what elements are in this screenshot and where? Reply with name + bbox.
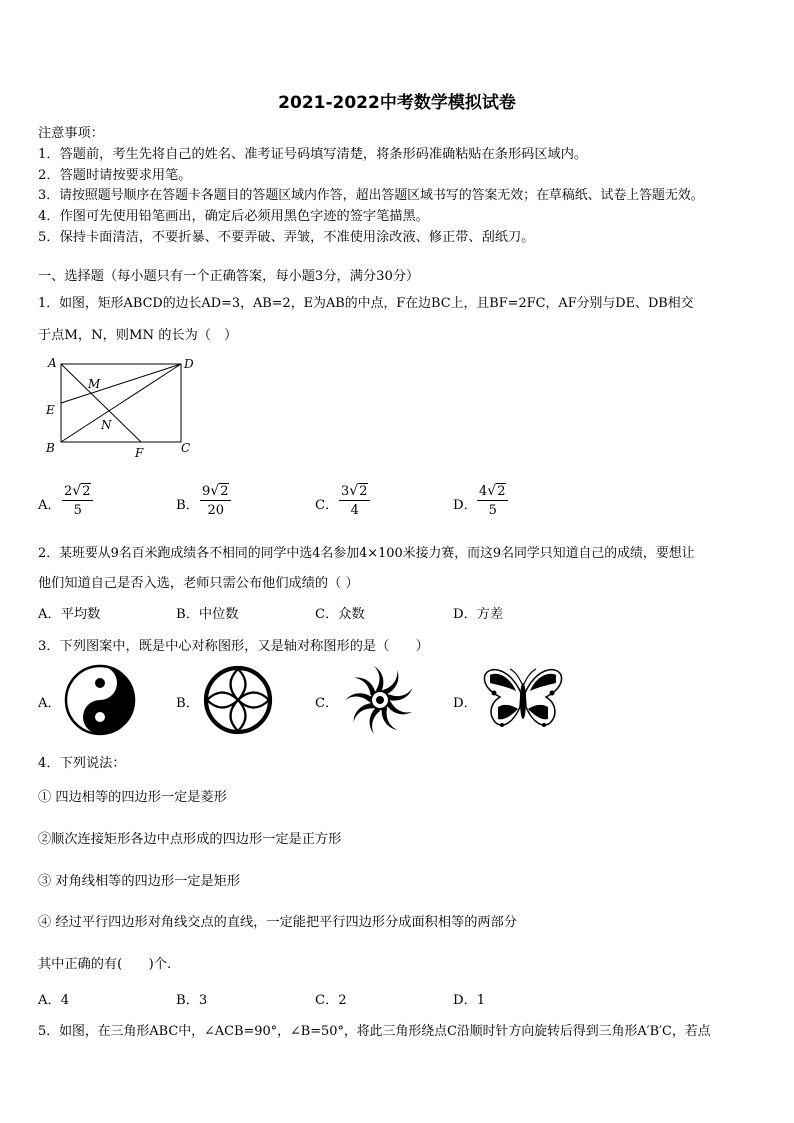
q2-option-a: A．平均数 [38,607,101,622]
notice-item: 1．答题前，考生先将自己的姓名、准考证号码填写清楚，将条形码准确粘贴在条形码区域内。 [38,147,588,162]
q4-option-a: A．4 [38,993,70,1008]
page-title: 2021-2022中考数学模拟试卷 [278,93,516,113]
label-C: C [181,441,191,455]
label-N: N [101,418,112,432]
q4-statement: ④ 经过平行四边形对角线交点的直线，一定能把平行四边形分成面积相等的两部分 [38,915,517,930]
q4-statement: ① 四边相等的四边形一定是菱形 [38,790,227,805]
q5-text: 5．如图，在三角形ABC中，∠ACB=90°，∠B=50°，将此三角形绕点C沿顺时针方向旋转后得到三角形A′B′C，若点 [38,1024,711,1039]
notice-heading: 注意事项： [38,126,104,141]
label-F: F [135,446,144,460]
q4-statement: ③ 对角线相等的四边形一定是矩形 [38,874,241,889]
q1-text-line2: 于点M，N，则MN 的长为（ ） [38,328,238,343]
q1-option-d-label: D． [453,498,477,513]
q2-option-c: C．众数 [315,607,365,622]
q3-option-c: C． [315,696,339,711]
q3-option-b: B． [176,696,199,711]
q1-option-a-value: $\frac{2√2}{5}$ [62,484,93,517]
q4-statement: ②顺次连接矩形各边中点形成的四边形一定是正方形 [38,832,342,847]
circle-petals-icon [201,663,275,737]
label-A: A [48,356,57,370]
q4-option-d: D．1 [453,993,486,1008]
q2-text-line2: 他们知道自己是否入选，老师只需公布他们成绩的（ ） [38,576,359,591]
q4-option-b: B．3 [176,993,208,1008]
q1-text-line1: 1．如图，矩形ABCD的边长AD=3，AB=2，E为AB的中点，F在边BC上，且BF=2FC，AF分别与DE、DB相交 [38,296,694,311]
label-D: D [184,357,194,371]
section-heading: 一、选择题（每小题只有一个正确答案，每小题3分，满分30分） [38,269,420,284]
q3-text: 3．下列图案中，既是中心对称图形，又是轴对称图形的是（ ） [38,639,429,654]
notice-item: 4．作图可先使用铅笔画出，确定后必须用黑色字迹的签字笔描黑。 [38,209,429,224]
label-E: E [46,403,55,417]
notice-item: 3．请按照题号顺序在答题卡各题目的答题区域内作答，超出答题区域书写的答案无效；在草稿纸、试卷上答题无效。 [38,188,704,203]
q1-option-d-value: $\frac{4√2}{5}$ [477,484,508,517]
q2-option-d: D．方差 [453,607,504,622]
q1-option-b-label: B． [176,498,199,513]
q3-option-d: D． [453,696,477,711]
q1-rectangle-figure [40,352,210,462]
q1-option-a-label: A． [38,498,61,513]
q4-option-c: C．2 [315,993,347,1008]
q3-option-a: A． [38,696,61,711]
pinwheel-flower-icon [340,660,420,740]
butterfly-icon [480,663,566,737]
q1-option-c-label: C． [315,498,339,513]
q4-text: 4．下列说法： [38,756,126,771]
label-M: M [88,377,101,391]
q2-text-line1: 2．某班要从9名百米跑成绩各不相同的同学中选4名参加4×100米接力赛，而这9名同学只知道自己的成绩，要想让 [38,546,695,561]
q1-option-c-value: $\frac{3√2}{4}$ [339,484,370,517]
label-B: B [46,441,55,455]
notice-item: 5．保持卡面清洁，不要折暴、不要弄破、弄皱，不准使用涂改液、修正带、刮纸刀。 [38,230,535,245]
notice-item: 2．答题时请按要求用笔。 [38,168,192,183]
q1-option-b-value: $\frac{9√2}{20}$ [200,484,231,517]
yin-yang-icon [63,663,137,737]
q4-question: 其中正确的有( )个. [38,957,172,972]
q2-option-b: B．中位数 [176,607,239,622]
